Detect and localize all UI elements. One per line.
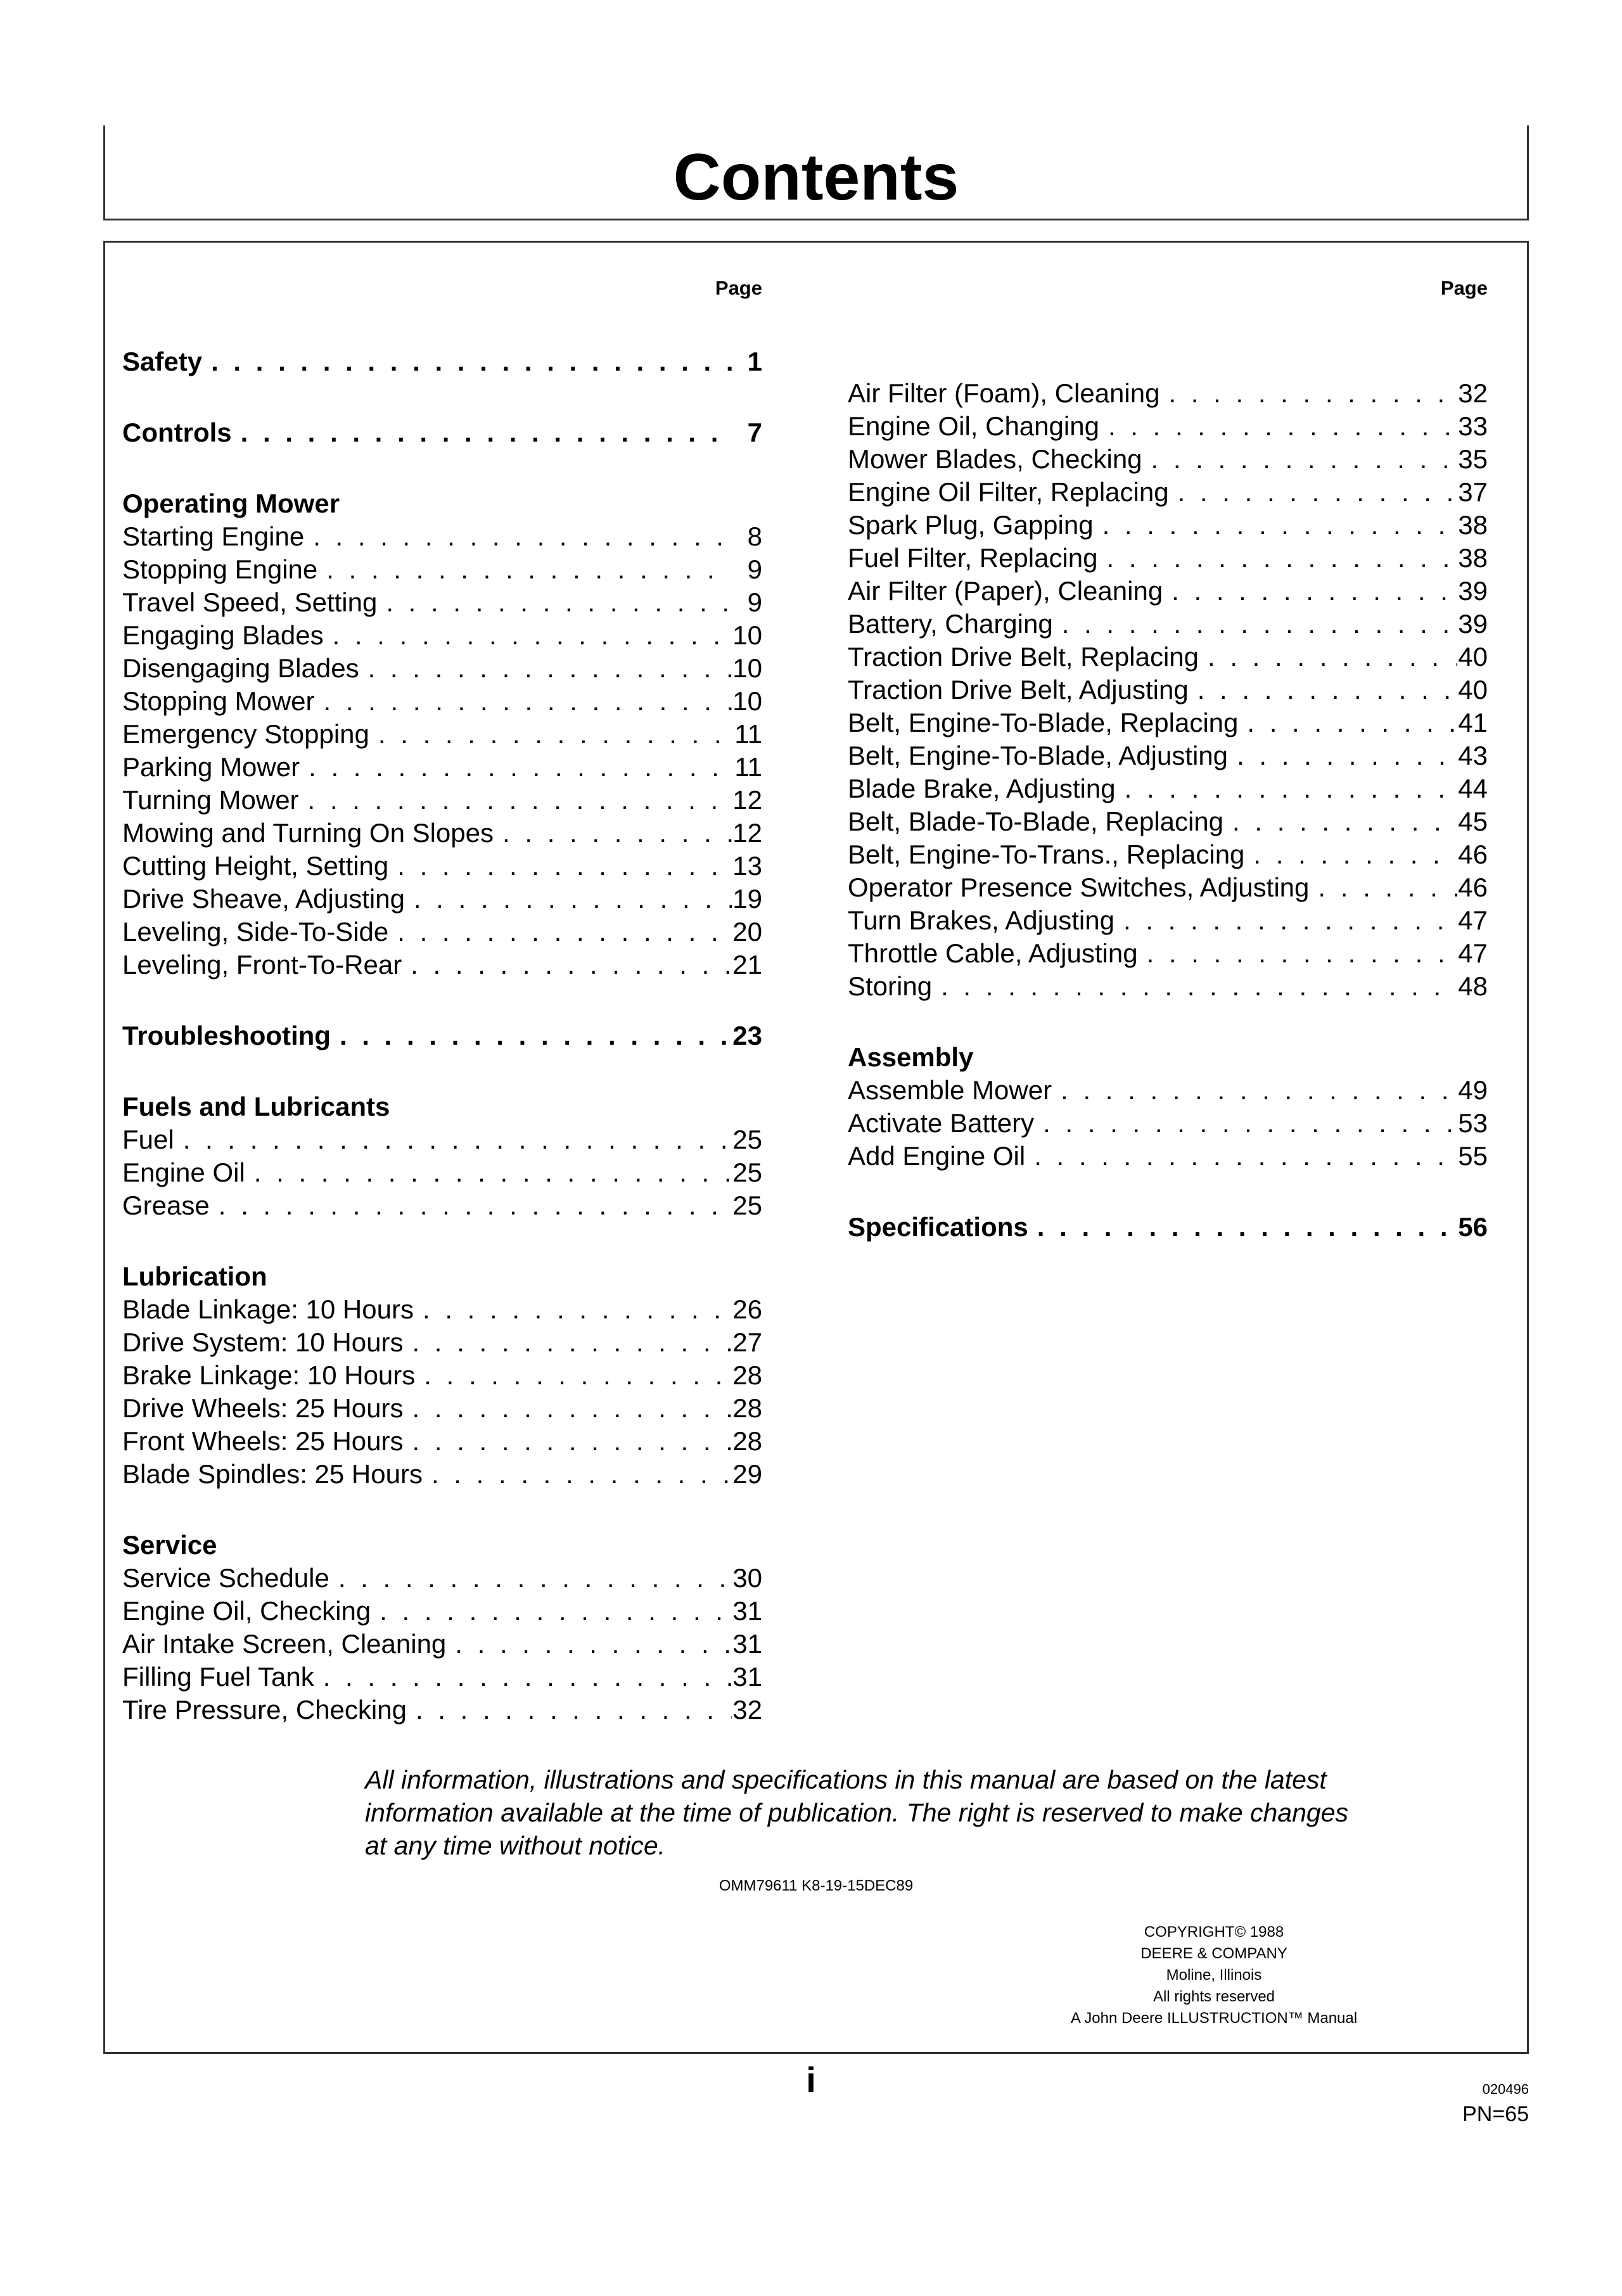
toc-entry-page: 56	[1458, 1212, 1488, 1242]
toc-entry-label: Troubleshooting	[122, 1021, 331, 1050]
toc-entry-label: Engaging Blades	[122, 620, 324, 650]
toc-entry	[122, 1392, 762, 1425]
toc-entry-label: Air Intake Screen, Cleaning	[122, 1629, 447, 1659]
toc-entry-page: 38	[1458, 543, 1488, 573]
copyright-line: DEERE & COMPANY	[1140, 1945, 1287, 1962]
toc-entry-label: Engine Oil, Checking	[122, 1596, 371, 1626]
copyright-line: A John Deere ILLUSTRUCTION™ Manual	[1070, 2010, 1358, 2027]
toc-entry-page: 23	[732, 1021, 762, 1050]
dot-leader	[407, 1693, 732, 1726]
toc-section-entry	[848, 1211, 1488, 1244]
toc-entry-label: Air Filter (Foam), Cleaning	[848, 378, 1160, 408]
toc-entry-label: Spark Plug, Gapping	[848, 510, 1094, 540]
footer-code: 020496	[1482, 2081, 1529, 2097]
toc-entry-page: 1	[747, 347, 762, 376]
footer-pn: PN=65	[1462, 2102, 1529, 2126]
toc-entry	[122, 850, 762, 883]
disclaimer-notice: All information, illustrations and specifications in this manual are based on the latest information available at the time of publication. The right is reserved to make changes at any time without notice.	[365, 1765, 1348, 1860]
section-gap	[848, 1003, 1488, 1041]
dot-leader	[371, 1595, 732, 1628]
toc-entry	[848, 377, 1488, 410]
toc-entry-label: Mowing and Turning On Slopes	[122, 818, 494, 848]
toc-entry	[122, 883, 762, 915]
toc-entry	[122, 1595, 762, 1628]
dot-leader	[1169, 476, 1457, 509]
toc-entry	[122, 784, 762, 817]
dot-leader	[1025, 1140, 1457, 1173]
section-gap	[848, 1173, 1488, 1211]
toc-entry	[848, 641, 1488, 673]
dot-leader	[1098, 542, 1457, 575]
toc-entry-page: 46	[1458, 839, 1488, 869]
toc-entry-label: Brake Linkage: 10 Hours	[122, 1360, 416, 1390]
toc-entry-page: 25	[732, 1158, 762, 1187]
dot-leader	[331, 1019, 732, 1052]
toc-entry	[848, 673, 1488, 706]
dot-leader	[329, 1562, 732, 1595]
toc-entry-page: 9	[747, 554, 762, 584]
toc-entry-label: Grease	[122, 1190, 210, 1220]
toc-entry-page: 25	[732, 1190, 762, 1220]
copyright-line: Moline, Illinois	[1166, 1967, 1262, 1984]
dot-leader	[403, 1392, 732, 1425]
toc-entry-page: 41	[1458, 708, 1488, 737]
toc-entry	[122, 718, 762, 751]
toc-entry	[122, 1359, 762, 1392]
toc-entry	[122, 685, 762, 718]
toc-entry-label: Engine Oil, Changing	[848, 411, 1099, 441]
toc-entry	[848, 542, 1488, 575]
dot-leader	[1094, 509, 1457, 542]
toc-entry-label: Blade Brake, Adjusting	[848, 774, 1116, 803]
dot-leader	[300, 751, 732, 784]
toc-entry-page: 44	[1458, 774, 1488, 803]
dot-leader	[245, 1156, 732, 1189]
toc-entry-label: Disengaging Blades	[122, 653, 359, 683]
toc-entry-page: 33	[1458, 411, 1488, 441]
dot-leader	[1228, 739, 1457, 772]
toc-entry	[122, 1458, 762, 1491]
dot-leader	[1116, 772, 1457, 805]
toc-section-entry	[122, 416, 762, 449]
toc-entry	[122, 1693, 762, 1726]
dot-leader	[304, 520, 732, 553]
section-gap	[122, 1222, 762, 1260]
toc-entry-label: Parking Mower	[122, 752, 300, 782]
toc-entry-label: Stopping Engine	[122, 554, 318, 584]
toc-entry	[848, 1140, 1488, 1173]
dot-leader	[388, 850, 732, 883]
toc-entry-label: Leveling, Front-To-Rear	[122, 950, 402, 979]
toc-entry	[122, 915, 762, 948]
toc-entry-page: 10	[732, 620, 762, 650]
left-entries	[122, 345, 762, 1726]
section-heading: Assembly	[848, 1042, 974, 1072]
toc-entry-label: Drive Wheels: 25 Hours	[122, 1393, 404, 1423]
dot-leader	[1034, 1107, 1457, 1140]
toc-entry-label: Engine Oil	[122, 1158, 245, 1187]
contents-box	[103, 241, 1529, 2054]
dot-leader	[315, 685, 732, 718]
toc-entry-label: Drive Sheave, Adjusting	[122, 884, 405, 914]
toc-entry-label: Storing	[848, 971, 933, 1001]
toc-entry	[848, 838, 1488, 871]
toc-entry	[122, 586, 762, 619]
toc-entry	[122, 751, 762, 784]
toc-entry	[848, 937, 1488, 970]
toc-entry-page: 46	[1458, 872, 1488, 902]
toc-entry	[848, 608, 1488, 641]
toc-entry-page: 55	[1458, 1141, 1488, 1171]
toc-entry-page: 7	[747, 418, 762, 447]
toc-entry-page: 40	[1458, 642, 1488, 672]
toc-entry	[122, 1293, 762, 1326]
toc-entry	[122, 520, 762, 553]
toc-entry	[122, 1628, 762, 1661]
toc-entry-label: Turning Mower	[122, 785, 299, 815]
section-gap	[122, 378, 762, 416]
toc-section-entry	[122, 1019, 762, 1052]
toc-entry	[848, 970, 1488, 1003]
document-code: OMM79611 K8-19-15DEC89	[718, 1877, 914, 1894]
toc-entry-page: 48	[1458, 971, 1488, 1001]
toc-entry-label: Belt, Engine-To-Blade, Replacing	[848, 708, 1239, 737]
toc-entry-page: 19	[732, 884, 762, 914]
page-column-header: Page	[715, 277, 762, 299]
dot-leader	[174, 1123, 732, 1156]
dot-leader	[210, 1189, 732, 1222]
dot-leader	[1244, 838, 1457, 871]
dot-leader	[1159, 377, 1457, 410]
toc-entry-page: 53	[1458, 1108, 1488, 1138]
dot-leader	[388, 915, 732, 948]
dot-leader	[1238, 706, 1457, 739]
toc-entry	[848, 706, 1488, 739]
toc-entry-label: Travel Speed, Setting	[122, 587, 378, 617]
dot-leader	[414, 1293, 732, 1326]
right-entries	[848, 377, 1488, 1244]
toc-entry-label: Cutting Height, Setting	[122, 851, 389, 881]
dot-leader	[404, 1425, 732, 1458]
dot-leader	[1309, 871, 1457, 904]
toc-entry-label: Fuel	[122, 1125, 174, 1154]
toc-entry-page: 29	[732, 1459, 762, 1489]
toc-entry-page: 32	[1458, 378, 1488, 408]
toc-entry-page: 37	[1458, 477, 1488, 507]
toc-entry-page: 26	[732, 1294, 762, 1324]
toc-entry-label: Assemble Mower	[848, 1075, 1052, 1105]
dot-leader	[202, 345, 732, 378]
toc-entry-page: 31	[732, 1629, 762, 1659]
dot-leader	[377, 586, 732, 619]
toc-entry-label: Stopping Mower	[122, 686, 315, 716]
toc-entry	[122, 1562, 762, 1595]
toc-entry-label: Operator Presence Switches, Adjusting	[848, 872, 1310, 902]
toc-entry-page: 38	[1458, 510, 1488, 540]
dot-leader	[359, 652, 732, 685]
toc-entry-label: Fuel Filter, Replacing	[848, 543, 1098, 573]
toc-entry	[848, 739, 1488, 772]
toc-entry-label: Throttle Cable, Adjusting	[848, 938, 1138, 968]
toc-entry-label: Blade Spindles: 25 Hours	[122, 1459, 423, 1489]
section-gap	[122, 449, 762, 487]
page-column-header: Page	[1440, 277, 1488, 299]
page-title: Contents	[673, 141, 959, 214]
toc-entry-page: 31	[732, 1662, 762, 1692]
dot-leader	[415, 1359, 732, 1392]
dot-leader	[1223, 805, 1457, 838]
toc-entry-label: Drive System: 10 Hours	[122, 1327, 404, 1357]
toc-entry	[848, 904, 1488, 937]
toc-entry	[848, 805, 1488, 838]
dot-leader	[1114, 904, 1457, 937]
dot-leader	[1052, 1074, 1457, 1107]
dot-leader	[1099, 410, 1457, 443]
toc-entry-page: 47	[1458, 905, 1488, 935]
toc-entry-page: 28	[732, 1426, 762, 1456]
toc-entry-page: 25	[732, 1125, 762, 1154]
toc-entry-page: 39	[1458, 609, 1488, 639]
toc-entry-page: 31	[732, 1596, 762, 1626]
toc-entry-page: 43	[1458, 741, 1488, 770]
toc-entry	[848, 871, 1488, 904]
toc-entry-page: 28	[732, 1393, 762, 1423]
toc-entry-label: Belt, Engine-To-Blade, Adjusting	[848, 741, 1229, 770]
dot-leader	[1028, 1211, 1457, 1244]
dot-leader	[1189, 673, 1457, 706]
section-gap	[122, 1491, 762, 1529]
toc-entry	[848, 410, 1488, 443]
toc-entry-page: 9	[747, 587, 762, 617]
toc-entry-label: Leveling, Side-To-Side	[122, 917, 389, 947]
toc-entry-page: 10	[732, 653, 762, 683]
toc-entry-label: Traction Drive Belt, Adjusting	[848, 675, 1189, 705]
dot-leader	[299, 784, 732, 817]
toc-entry-page: 11	[734, 752, 762, 782]
toc-entry	[122, 948, 762, 981]
toc-entry	[848, 476, 1488, 509]
dot-leader	[405, 883, 732, 915]
toc-entry	[122, 1189, 762, 1222]
toc-entry-page: 8	[747, 521, 762, 551]
toc-entry-page: 35	[1458, 444, 1488, 474]
toc-section-entry	[122, 345, 762, 378]
dot-leader	[324, 619, 732, 652]
dot-leader	[932, 970, 1457, 1003]
dot-leader	[1138, 937, 1457, 970]
toc-entry-page: 12	[732, 785, 762, 815]
toc-entry	[122, 1326, 762, 1359]
copyright-line: COPYRIGHT© 1988	[1144, 1923, 1284, 1941]
toc-entry-label: Controls	[122, 418, 232, 447]
toc-entry	[122, 1156, 762, 1189]
toc-entry	[848, 1107, 1488, 1140]
toc-entry	[122, 553, 762, 586]
toc-entry	[848, 575, 1488, 608]
copyright-line: All rights reserved	[1153, 1988, 1275, 2005]
toc-entry-page: 13	[732, 851, 762, 881]
toc-entry-page: 21	[732, 950, 762, 979]
toc-entry-page: 45	[1458, 807, 1488, 836]
toc-entry	[122, 1425, 762, 1458]
section-heading: Operating Mower	[122, 488, 340, 518]
title-box	[103, 125, 1529, 220]
dot-leader	[402, 948, 732, 981]
section-heading: Service	[122, 1530, 217, 1560]
toc-entry	[122, 1123, 762, 1156]
toc-entry-page: 10	[732, 686, 762, 716]
toc-entry-label: Starting Engine	[122, 521, 305, 551]
toc-entry-page: 28	[732, 1360, 762, 1390]
toc-entry	[848, 443, 1488, 476]
toc-entry	[848, 772, 1488, 805]
dot-leader	[1163, 575, 1457, 608]
dot-leader	[1199, 641, 1457, 673]
toc-entry-page: 39	[1458, 576, 1488, 606]
toc-entry-label: Belt, Engine-To-Trans., Replacing	[848, 839, 1245, 869]
section-gap	[122, 1052, 762, 1090]
toc-entry-page: 27	[732, 1327, 762, 1357]
toc-entry-label: Mower Blades, Checking	[848, 444, 1142, 474]
dot-leader	[317, 553, 732, 586]
toc-entry-page: 40	[1458, 675, 1488, 705]
dot-leader	[403, 1326, 732, 1359]
dot-leader	[494, 817, 732, 850]
toc-entry-page: 47	[1458, 938, 1488, 968]
toc-entry-label: Battery, Charging	[848, 609, 1053, 639]
toc-entry-page: 49	[1458, 1075, 1488, 1105]
toc-entry	[122, 619, 762, 652]
toc-entry-label: Add Engine Oil	[848, 1141, 1026, 1171]
page-number: i	[806, 2060, 816, 2100]
toc-entry-label: Blade Linkage: 10 Hours	[122, 1294, 414, 1324]
toc-entry-label: Air Filter (Paper), Cleaning	[848, 576, 1163, 606]
toc-entry-label: Engine Oil Filter, Replacing	[848, 477, 1169, 507]
toc-entry-label: Specifications	[848, 1212, 1028, 1242]
toc-entry-page: 12	[732, 818, 762, 848]
toc-entry-label: Safety	[122, 347, 203, 376]
dot-leader	[314, 1661, 732, 1693]
toc-entry-label: Emergency Stopping	[122, 719, 369, 749]
section-heading: Fuels and Lubricants	[122, 1092, 390, 1121]
dot-leader	[1142, 443, 1457, 476]
toc-entry-label: Traction Drive Belt, Replacing	[848, 642, 1199, 672]
dot-leader	[369, 718, 732, 751]
toc-entry-page: 20	[732, 917, 762, 947]
toc-entry-label: Filling Fuel Tank	[122, 1662, 314, 1692]
dot-leader	[446, 1628, 732, 1661]
toc-entry-page: 30	[732, 1563, 762, 1593]
toc-entry-label: Service Schedule	[122, 1563, 329, 1593]
dot-leader	[423, 1458, 732, 1491]
section-heading: Lubrication	[122, 1261, 267, 1291]
toc-entry	[122, 1661, 762, 1693]
section-gap	[122, 981, 762, 1019]
toc-entry-label: Activate Battery	[848, 1108, 1035, 1138]
toc-entry-page: 32	[732, 1695, 762, 1725]
toc-entry-label: Belt, Blade-To-Blade, Replacing	[848, 807, 1224, 836]
toc-entry	[122, 817, 762, 850]
toc-entry-page: 11	[734, 719, 762, 749]
toc-entry	[122, 652, 762, 685]
toc-entry	[848, 509, 1488, 542]
dot-leader	[232, 416, 732, 449]
toc-entry-label: Turn Brakes, Adjusting	[848, 905, 1114, 935]
copyright-block	[942, 1922, 1486, 2029]
toc-entry-label: Front Wheels: 25 Hours	[122, 1426, 404, 1456]
toc-entry-label: Tire Pressure, Checking	[122, 1695, 407, 1725]
toc-entry	[848, 1074, 1488, 1107]
dot-leader	[1053, 608, 1457, 641]
